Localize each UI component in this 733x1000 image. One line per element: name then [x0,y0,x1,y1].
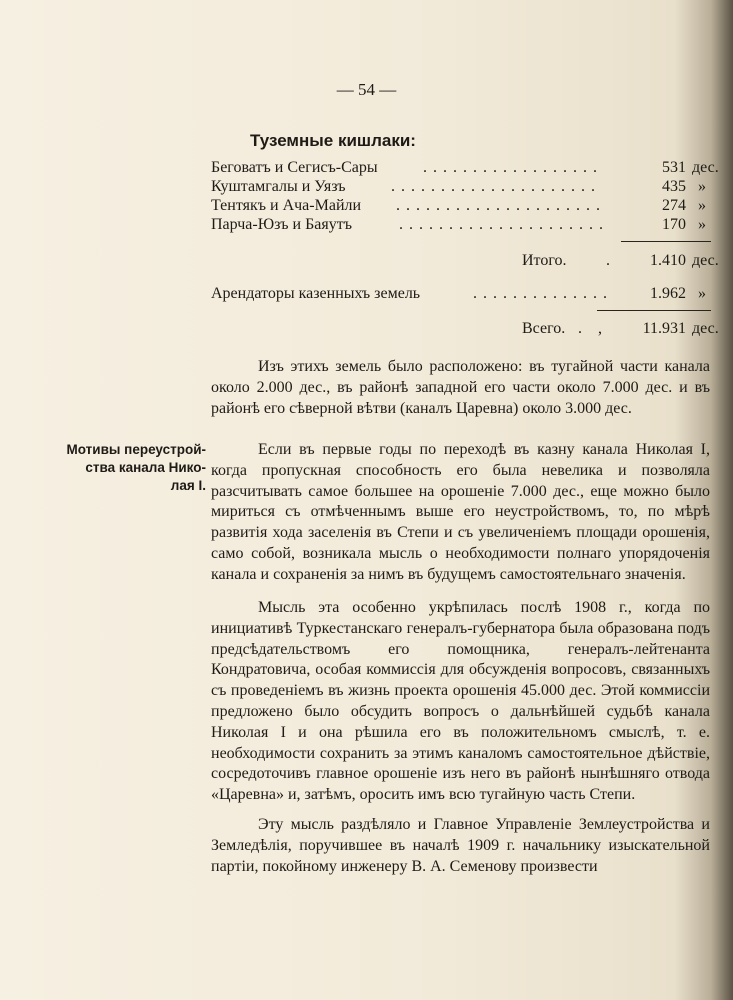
total-unit: дес. [692,320,719,337]
paragraph-text: Мысль эта особенно укрѣпилась послѣ 1908 г., когда по инициативѣ Туркестанскаго генералъ-губернатора была образована подъ предсѣдательствомъ его помощника, генералъ-лейтенанта Кондратовича, особая коммиссія для обсужденія вопросовъ, связанныхъ съ проведеніемъ въ жизнь проекта орошенія 45.000 дес. Этой коммиссіи предложено было обсудить вопросъ о дальнѣйшей судьбѣ канала Николая I и она рѣшила его въ положительномъ смыслѣ, т. е. необходимости сохранить за этимъ каналомъ самостоятельное дѣйствіе, сосредоточивъ главное орошеніе изъ него въ районѣ нынѣшняго отвода «Царевна» и, затѣмъ, оросить имъ всю тугайную часть Степи. [211,599,710,804]
table-row [211,284,711,304]
row-name: Арендаторы казенныхъ земель [211,285,421,302]
row-value: 435 [662,178,686,195]
row-name: Куштамгалы и Уязъ [211,178,346,195]
row-unit: » [698,216,706,233]
row-unit: » [698,285,706,302]
row-unit: » [698,178,706,195]
sum-rule [597,310,711,311]
subtotal-value: 1.410 [650,252,686,269]
section-heading: Туземные кишлаки: [250,131,416,150]
margin-note [56,441,206,495]
paragraph [211,815,710,877]
leader-dots: ..................... [396,197,606,214]
table-row [211,158,719,178]
leader-dots: ..................... [399,216,609,233]
leader-dots: ..................... [391,178,601,195]
leader-dots: .............. [473,285,613,302]
row-value: 274 [662,197,686,214]
table-row [211,196,711,216]
row-name: Беговатъ и Сегисъ-Сары [211,159,378,176]
paragraph [211,357,710,419]
paragraph [211,440,710,586]
table-row [211,177,711,197]
row-value: 531 [662,159,686,176]
subtotal-row [211,251,719,271]
leader-dots: .................. [423,159,603,176]
table-row [211,215,711,235]
margin-note-line: ства канала Нико- [85,460,206,475]
row-unit: » [698,197,706,214]
subtotal-unit: дес. [692,252,719,269]
sum-rule [621,241,711,242]
margin-note-line: Мотивы переустрой- [66,442,206,457]
row-unit: дес. [692,159,719,176]
leader-dots: . , [578,320,608,337]
paragraph-text: Эту мысль раздѣляло и Главное Управленіе Землеустройства и Земледѣлія, поручившее въ началѣ 1909 г. начальнику изыскательной партіи, покойному инженеру В. А. Семенову произвести [211,816,710,875]
paragraph-text: Изъ этихъ земель было расположено: въ тугайной части канала около 2.000 дес., въ районѣ западной его части около 7.000 дес. и въ районѣ его сѣверной вѣтви (каналъ Царевна) около 3.000 дес. [211,358,710,417]
row-name: Парча-Юзъ и Баяутъ [211,216,352,233]
row-value: 170 [662,216,686,233]
leader-dots: . [606,252,616,269]
total-row [211,319,719,339]
row-value: 1.962 [650,285,686,302]
total-label: Всего. [522,320,566,337]
total-value: 11.931 [642,320,686,337]
page-number: — 54 — [336,80,397,99]
paragraph [211,598,710,806]
subtotal-label: Итого. [522,252,567,269]
row-name: Тентякъ и Ача-Майли [211,197,362,214]
margin-note-line: лая I. [170,478,206,493]
paragraph-text: Если въ первые годы по переходѣ въ казну канала Николая I, когда пропускная способность его была невелика и позволяла разсчитывать самое большее на орошеніе 7.000 дес., еще можно было мириться съ отмѣченнымъ выше его неустройствомъ, то, по мѣрѣ развитія хода заселенія въ Степи и съ увеличеніемъ площади орошенія, само собой, возникала мысль о необходимости полнаго упорядоченія канала и сохраненія за нимъ въ будущемъ самостоятельнаго значенія. [211,441,710,583]
